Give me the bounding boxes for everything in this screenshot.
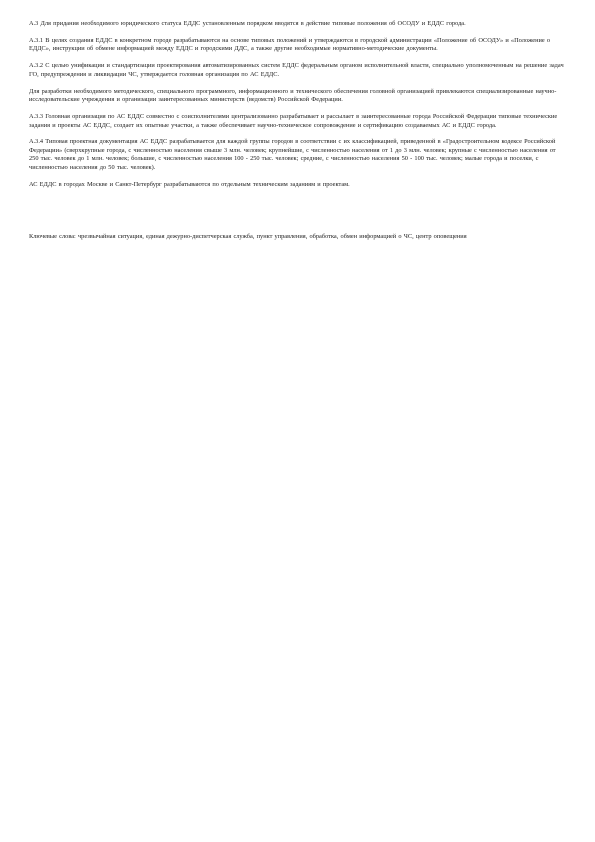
keywords-line: Ключевые слова: чрезвычайная ситуация, единая дежурно-диспетчерская служба, пункт управления, обработка, обмен информацией о ЧС, центр оповещения xyxy=(29,233,467,241)
paragraph-a3-3: А.3.3 Головная организация по АС ЕДДС совместно с соисполнителями централизованно разрабатывает и рассылает в заинтересованные города Российской Федерации типовые технические задания и проекты АС ЕДДС, создает их опытные участки, а также обеспечивает научно-техническое сопровождение и сертификацию создаваемых АС и ЕДДС города. xyxy=(29,112,558,129)
paragraph-moscow-spb: АС ЕДДС в городах Москве и Санкт-Петербург разрабатываются по отдельным техническим заданиям и проектам. xyxy=(29,180,350,188)
paragraph-development: Для разработки необходимого методического, специального программного, информационного и технического обеспечения головной организацией привлекаются специализированные научно-исследовательские учреждения и организации заинтересованных министерств (ведомств) Российской Федерации. xyxy=(29,87,557,104)
paragraph-a3-4: А.3.4 Типовая проектная документация АС ЕДДС разрабатывается для каждой группы городов в соответствии с их классификацией, приведенной в «Градостроительном кодексе Российской Федерации» (сверхкрупные города, с численностью населения свыше 3 млн. человек; крупнейшие, с численностью населения от 1 до 3 млн. человек; крупные с численностью населения от 250 тыс. человек до 1 млн. человек; большие, с численностью населения 100 - 250 тыс. человек; средние, с численностью населения 50 - 100 тыс. человек; малые города и поселки, с численностью населения до 50 тыс. человек). xyxy=(29,138,556,172)
document-body xyxy=(29,20,567,250)
paragraph-a3: А.3 Для придания необходимого юридического статуса ЕДДС установленным порядком вводятся в действие типовые положения об ОСОДУ и ЕДДС города. xyxy=(29,20,466,27)
paragraph-a3-2: А.3.2 С целью унификации и стандартизации проектирования автоматизированных систем ЕДДС федеральным органом исполнительной власти, специально уполномоченным на решение задач ГО, предупреждения и ликвидации ЧС, утверждается головная организация по АС ЕДДС. xyxy=(29,62,564,78)
paragraph-a3-1: А.3.1 В целях создания ЕДДС в конкретном городе разрабатываются на основе типовых положений и утверждаются в городской администрации «Положение об ОСОДУ» и «Положение о ЕДДС», инструкции об обмене информацией между ЕДДС и городскими ДДС, а также другие необходимые нормативно-методические документы. xyxy=(29,36,551,53)
